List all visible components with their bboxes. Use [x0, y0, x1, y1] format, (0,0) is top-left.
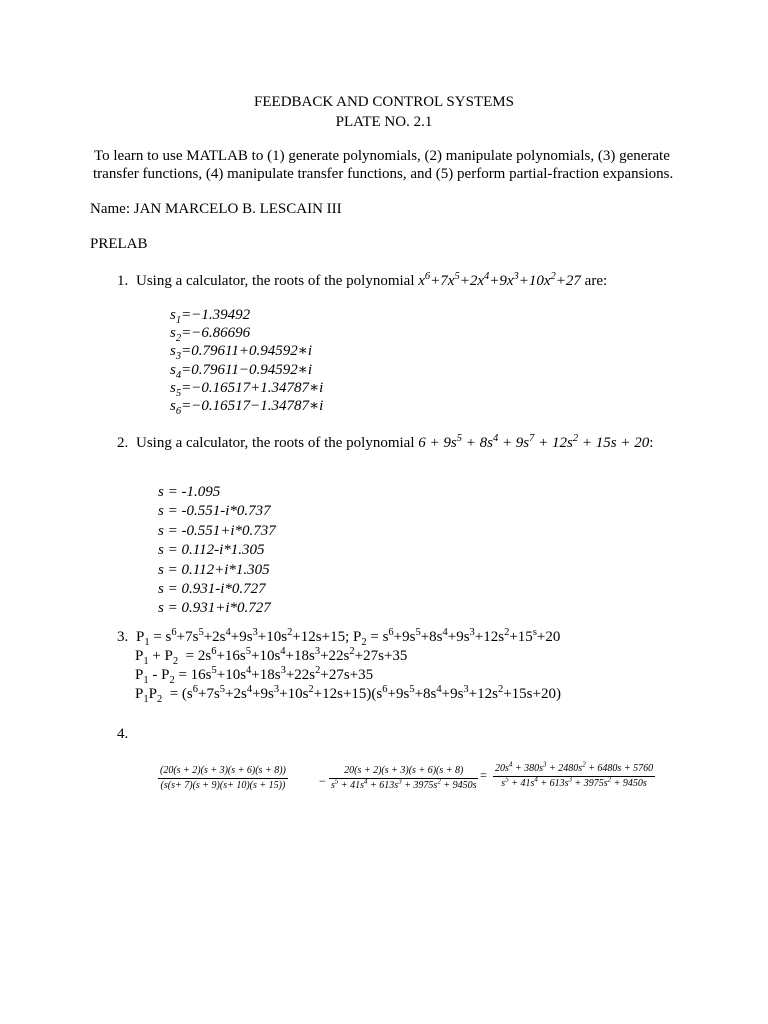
- q2-root: s = -0.551+i*0.737: [158, 522, 276, 539]
- q3-number: 3.: [117, 629, 129, 645]
- q3-line-1: $P_1 = s^6+7s^5+2s^4+9s^3+10s^2+12s+15$; $P_2 = s^6+9s^5+8s^4+9s^3+12s^2+15^s+20$: [136, 627, 561, 648]
- q1-tail: are:: [580, 273, 608, 289]
- q1-lead: Using a calculator, the roots of the polynomial: [136, 273, 419, 289]
- q2-number: 2.: [117, 435, 129, 451]
- q4-fraction-2: $\frac{20(s + 2)(s + 3)(s + 6)(s + 8)}{s^5 + 41s^4 + 613s^3 + 3975s^2 + 9450s}$: [331, 765, 477, 791]
- q4-minus-sign: −: [319, 774, 326, 788]
- q1-root: $s_3=0.79611+0.94592∗i$: [170, 343, 313, 363]
- q2-root: s = 0.112+i*1.305: [158, 561, 270, 578]
- objective-line-1: To learn to use MATLAB to (1) generate polynomials, (2) manipulate polynomials, (3) generate: [94, 148, 670, 164]
- q3-line-3: $P_1 - P_2 = 16s^5+10s^4+18s^3+22s^2+27s+35$: [135, 665, 374, 686]
- q2-root: s = -0.551-i*0.737: [158, 503, 271, 520]
- q2-lead: Using a calculator, the roots of the polynomial: [136, 435, 419, 451]
- q2-root: s = 0.112-i*1.305: [158, 542, 265, 559]
- plate-number: PLATE NO. 2.1: [335, 114, 433, 130]
- q2-text: [136, 435, 653, 452]
- q1-number: 1.: [117, 273, 129, 289]
- q2-root: s = 0.931+i*0.727: [158, 600, 271, 617]
- q1-root: $s_4=0.79611-0.94592∗i$: [170, 361, 313, 381]
- q3-line-2: $P_1 + P_2 = 2s^6+16s^5+10s^4+18s^3+22s^2+27s+35$: [135, 646, 408, 667]
- document-title: FEEDBACK AND CONTROL SYSTEMS: [254, 94, 514, 110]
- q1-root: $s_5=-0.16517+1.34787∗i$: [170, 379, 324, 399]
- q4-number: 4.: [117, 726, 129, 742]
- q4-fraction-3: $\frac{20s^4 + 380s^3 + 2480s^2 + 6480s + 5760}{s^5 + 41s^4 + 613s^3 + 3975s^2 + 9450s}$: [495, 760, 654, 789]
- q3-line-4: $P_1P_2 = (s^6+7s^5+2s^4+9s^3+10s^2+12s+15)(s^6+9s^5+8s^4+9s^3+12s^2+15s+20)$: [135, 684, 561, 705]
- q1-root: $s_1=-1.39492$: [170, 307, 251, 326]
- q2-polynomial: $6 + 9s^5 + 8s^4 + 9s^7 + 12s^2 + 15s + 20$: [418, 433, 650, 451]
- q4-fraction-1: $\frac{(20(s + 2)(s + 3)(s + 6)(s + 8))}{(s(s+ 7)(s + 9)(s+ 10)(s + 15))}$: [160, 765, 286, 791]
- q4-equals-sign: =: [480, 768, 487, 782]
- q1-polynomial: $x^6+7x^5+2x^4+9x^3+10x^2+27$: [418, 271, 581, 289]
- q2-tail: :: [649, 435, 654, 451]
- q1-root: $s_2=-6.86696$: [170, 325, 251, 345]
- q1-root: $s_6=-0.16517-1.34787∗i$: [170, 398, 324, 417]
- q2-root: s = 0.931-i*0.727: [158, 581, 266, 597]
- objective-line-2: transfer functions, (4) manipulate transfer functions, and (5) perform partial-fraction expansions.: [93, 166, 674, 182]
- q1-text: [136, 273, 607, 290]
- student-name: Name: JAN MARCELO B. LESCAIN III: [90, 201, 342, 217]
- q2-root: s = -1.095: [158, 484, 221, 500]
- section-heading: PRELAB: [90, 236, 148, 252]
